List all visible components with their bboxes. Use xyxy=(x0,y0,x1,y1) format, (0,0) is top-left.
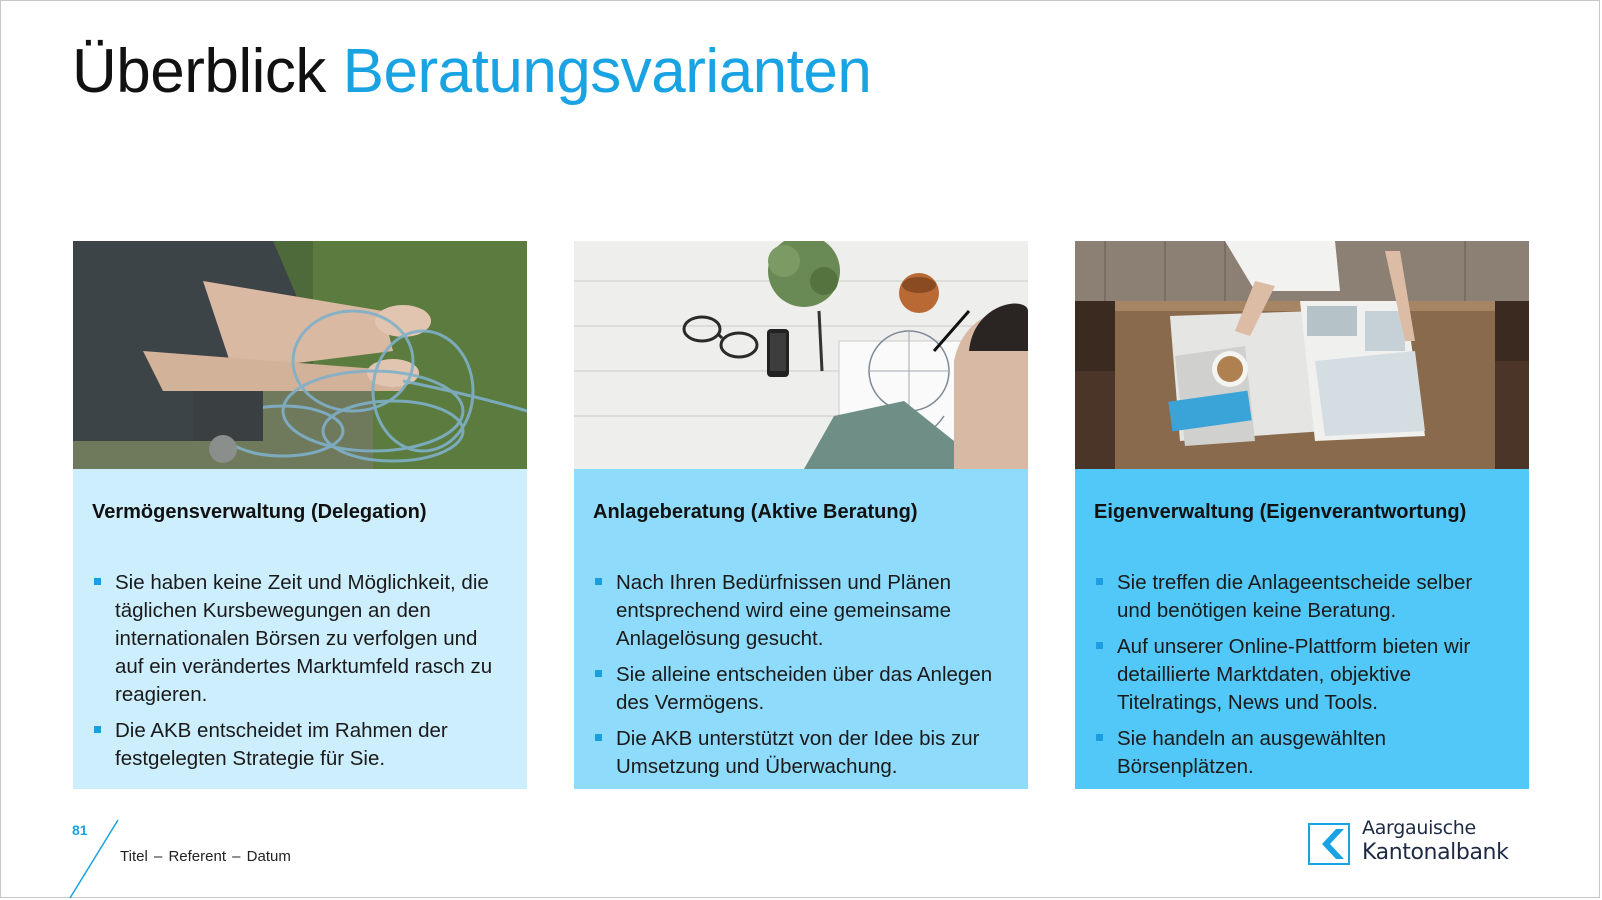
bullet-item: Auf unserer Online-Plattform bieten wir detaillierte Marktdaten, objektive Titelratings, News und Tools. xyxy=(1094,633,1509,717)
card-heading: Anlageberatung (Aktive Beratung) xyxy=(593,501,918,523)
card-heading: Eigenverwaltung (Eigenverantwortung) xyxy=(1094,501,1467,523)
card-body xyxy=(1075,469,1529,789)
slide-title xyxy=(72,36,871,107)
card-vermoegensverwaltung xyxy=(73,241,527,789)
bullet-item: Sie treffen die Anlageentscheide selber und benötigen keine Beratung. xyxy=(1094,569,1509,625)
card-anlageberatung xyxy=(574,241,1028,789)
logo-text xyxy=(1362,819,1530,864)
card-eigenverwaltung xyxy=(1075,241,1529,789)
climbing-rope-photo xyxy=(73,241,527,469)
bullet-list xyxy=(1094,569,1509,781)
newspaper-reading-photo xyxy=(1075,241,1529,469)
bullet-list xyxy=(593,569,1008,781)
card-heading: Vermögensverwaltung (Delegation) xyxy=(92,501,427,523)
title-part-2: Beratungsvarianten xyxy=(342,37,872,106)
bullet-item: Die AKB unterstützt von der Idee bis zur Umsetzung und Überwachung. xyxy=(593,725,1008,781)
logo-line-1: Aargauische xyxy=(1362,817,1476,839)
logo-line-2: Kantonalbank xyxy=(1362,840,1509,865)
desk-sketching-photo xyxy=(574,241,1028,469)
footer-text: Titel – Referent – Datum xyxy=(120,848,291,865)
title-part-1: Überblick xyxy=(72,37,326,106)
page-number: 81 xyxy=(72,822,88,838)
footer-slash-line xyxy=(60,818,122,900)
card-body xyxy=(574,469,1028,789)
bullet-item: Sie handeln an ausgewählten Börsenplätzen. xyxy=(1094,725,1509,781)
card-body xyxy=(73,469,527,789)
bullet-item: Die AKB entscheidet im Rahmen der festgelegten Strategie für Sie. xyxy=(92,717,507,773)
bullet-list xyxy=(92,569,507,773)
bullet-item: Sie alleine entscheiden über das Anlegen des Vermögens. xyxy=(593,661,1008,717)
bank-logo xyxy=(1308,819,1530,867)
bullet-item: Nach Ihren Bedürfnissen und Plänen entsprechend wird eine gemeinsame Anlagelösung gesucht. xyxy=(593,569,1008,653)
bullet-item: Sie haben keine Zeit und Möglichkeit, die täglichen Kursbewegungen an den internationalen Börsen zu verfolgen und auf ein verändertes Marktumfeld rasch zu reagieren. xyxy=(92,569,507,709)
logo-mark-icon xyxy=(1308,823,1350,865)
